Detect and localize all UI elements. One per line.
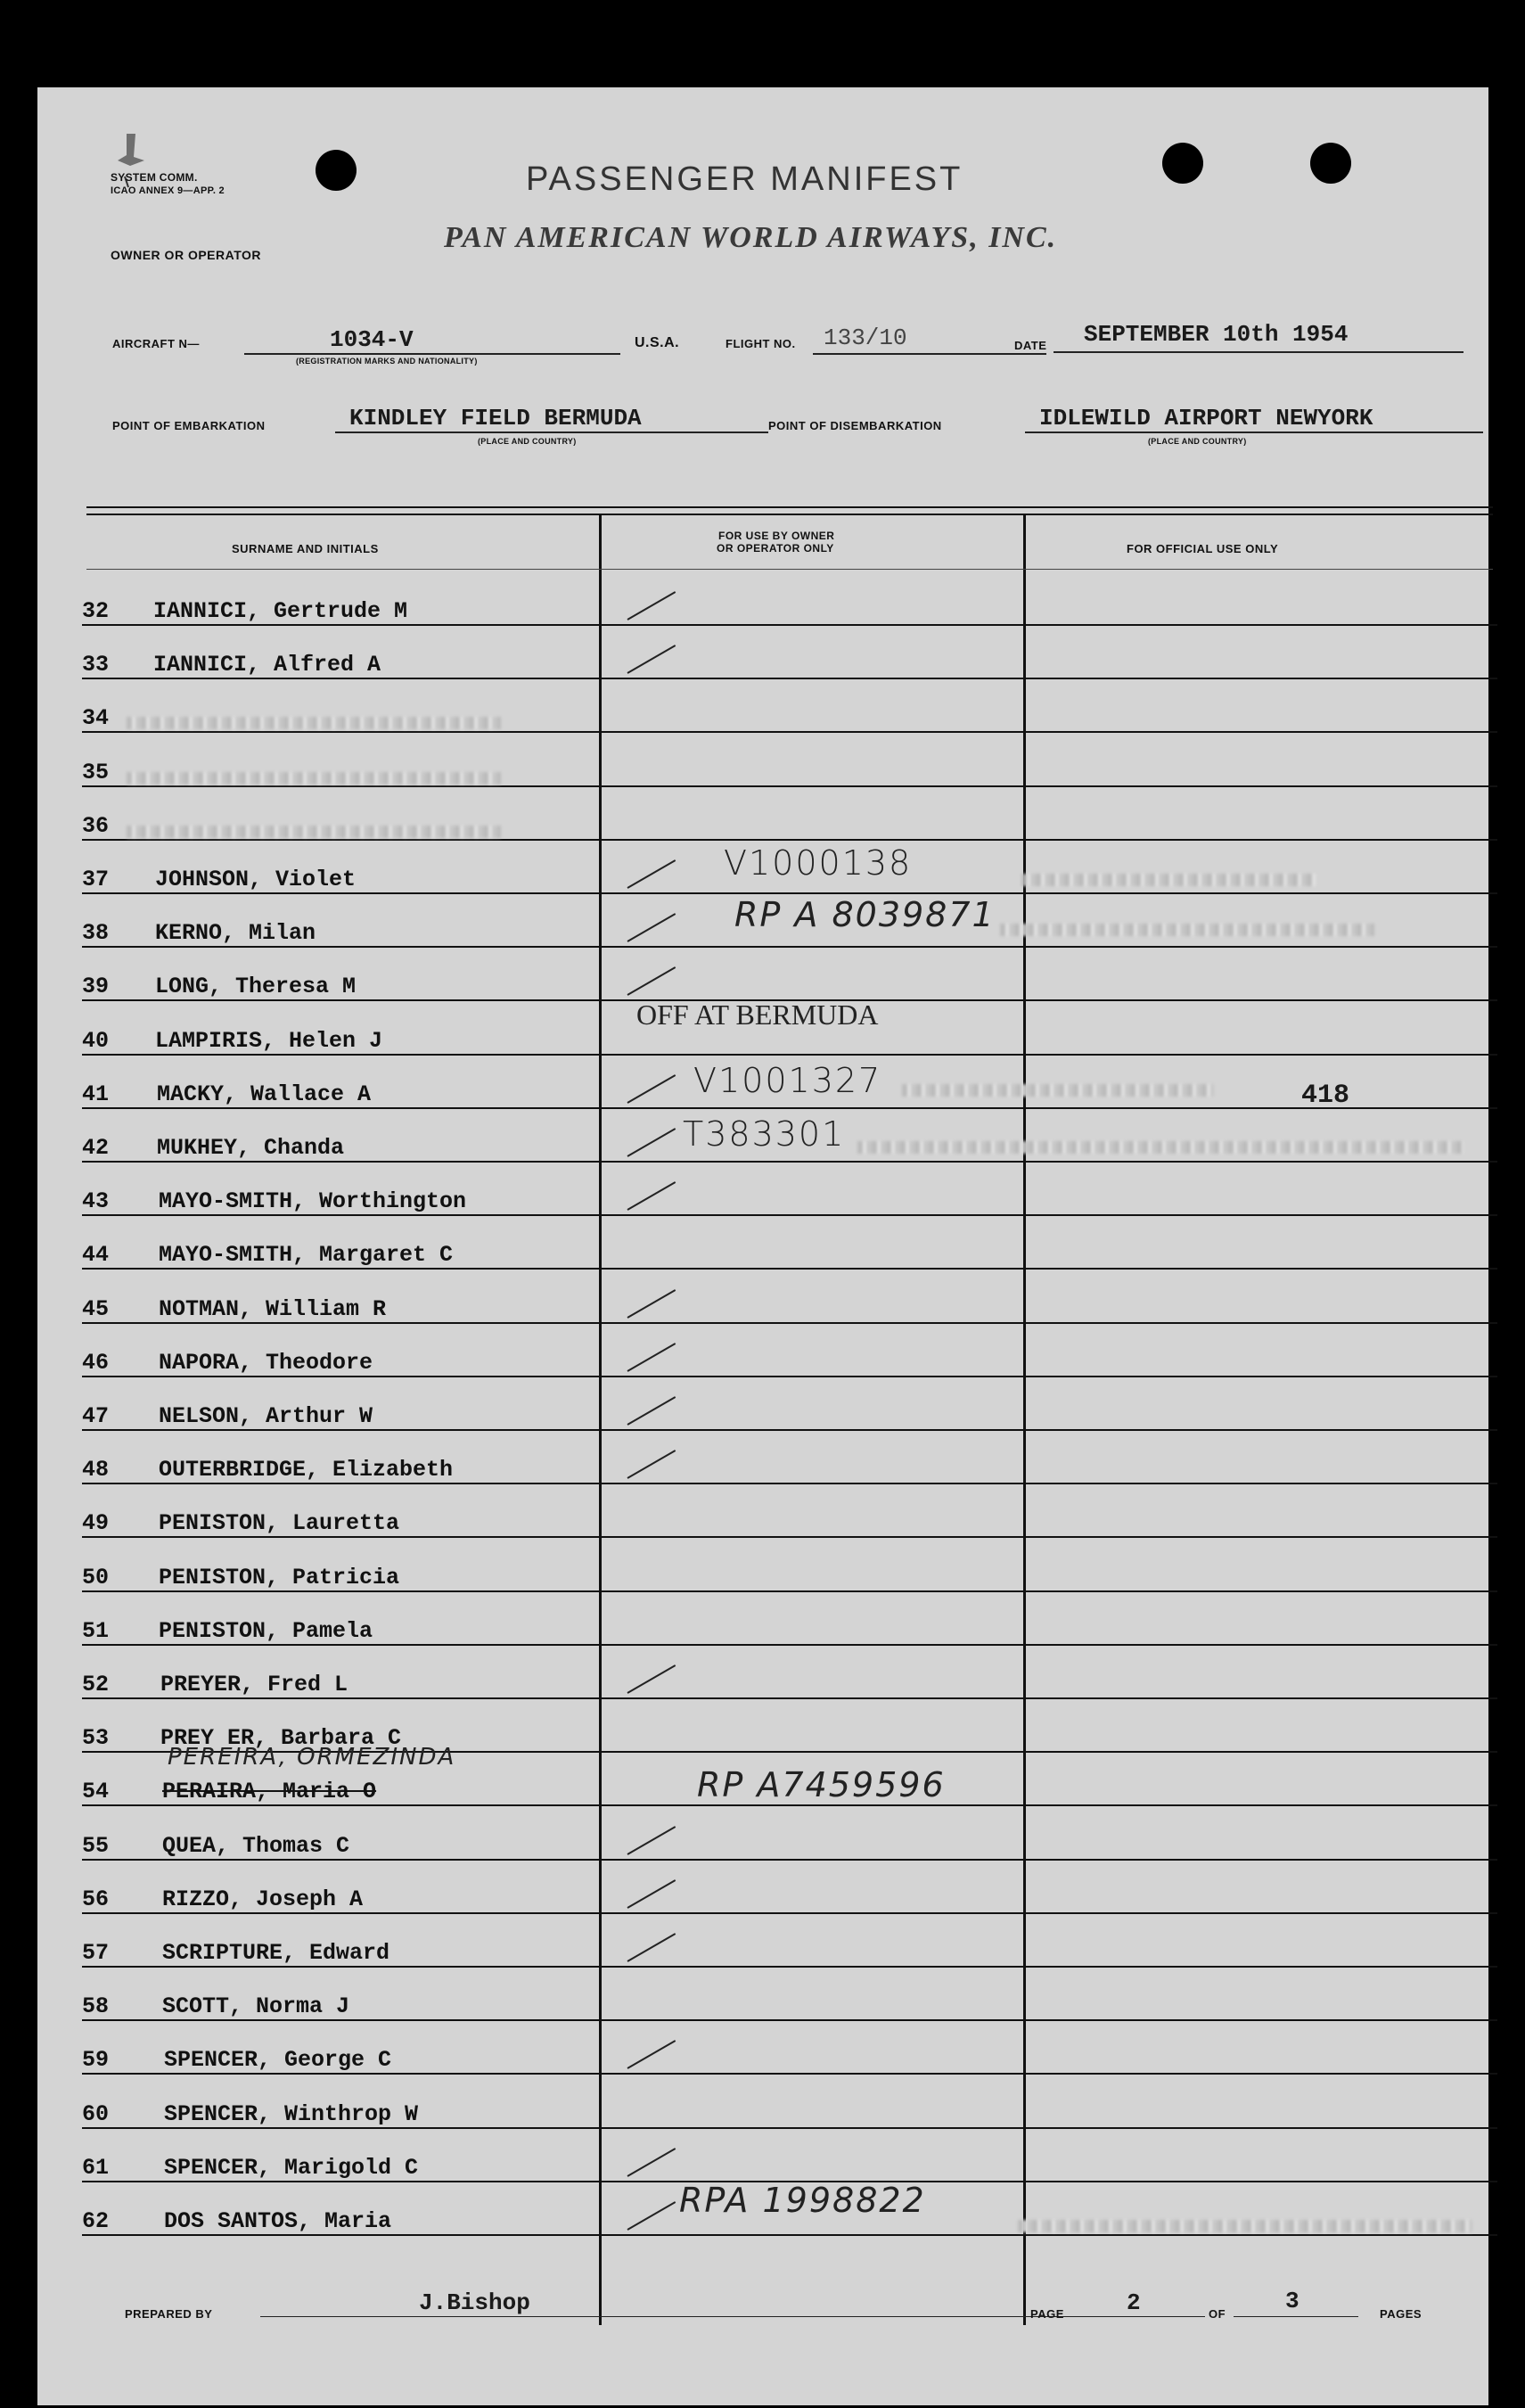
owner-label: OWNER OR OPERATOR <box>111 248 261 262</box>
redaction-37 <box>1021 874 1316 886</box>
row-rule <box>82 1054 1497 1056</box>
operator-name: PAN AMERICAN WORLD AIRWAYS, INC. <box>444 221 1058 254</box>
redaction-38 <box>1000 924 1374 936</box>
manifest-page <box>37 87 1488 2405</box>
row-rule <box>82 2127 1497 2129</box>
passenger-name: SPENCER, Marigold C <box>164 2154 419 2181</box>
row-rule <box>82 1859 1497 1861</box>
table-row <box>82 1649 1497 1703</box>
row-rule <box>82 946 1497 948</box>
passenger-name: MAYO-SMITH, Margaret C <box>159 1242 454 1269</box>
off-at-bermuda-note: OFF AT BERMUDA <box>636 999 879 1031</box>
check-tick-mark <box>627 645 676 674</box>
passenger-name: LAMPIRIS, Helen J <box>155 1027 383 1054</box>
check-tick-mark <box>627 1396 676 1426</box>
row-number: 60 <box>82 2100 110 2127</box>
table-row <box>82 576 1497 629</box>
row-rule <box>82 1912 1497 1914</box>
check-tick-mark <box>627 1074 676 1104</box>
table-row <box>82 1596 1497 1649</box>
table-row <box>82 629 1497 683</box>
passenger-name: PENISTON, Pamela <box>159 1617 373 1644</box>
table-row <box>82 1864 1497 1918</box>
redaction-41 <box>902 1084 1214 1097</box>
check-tick-mark <box>627 1826 676 1855</box>
row-rule <box>82 1966 1497 1968</box>
table-row <box>82 1166 1497 1220</box>
row-number: 49 <box>82 1510 110 1537</box>
check-tick-mark <box>627 591 676 620</box>
table-row <box>82 1434 1497 1488</box>
page-total: 3 <box>1285 2288 1300 2314</box>
flight-underline <box>813 353 1046 355</box>
table-row <box>82 1274 1497 1327</box>
row-number: 38 <box>82 920 110 947</box>
passenger-name: PREYER, Fred L <box>160 1672 348 1697</box>
date-underline <box>1054 351 1464 353</box>
redaction-row-35 <box>127 772 501 785</box>
passenger-name: OUTERBRIDGE, Elizabeth <box>159 1457 454 1483</box>
redaction-62 <box>1018 2220 1472 2232</box>
header-bottom-rule <box>86 569 1493 570</box>
ticket-note-37: V1000138 <box>724 843 913 883</box>
table-top-rule <box>86 506 1493 508</box>
passenger-name: DOS SANTOS, Maria <box>164 2208 392 2234</box>
table-row <box>82 1220 1497 1273</box>
passenger-name: PENISTON, Lauretta <box>159 1510 400 1537</box>
row-rule <box>82 1376 1497 1377</box>
row-number: 55 <box>82 1832 110 1859</box>
row-number: 35 <box>82 759 110 785</box>
prepared-by-value: J.Bishop <box>419 2289 530 2316</box>
form-reference-line2: ICAO ANNEX 9—APP. 2 <box>111 185 225 196</box>
flight-label: FLIGHT NO. <box>726 337 796 350</box>
row-rule <box>82 1536 1497 1538</box>
punch-hole-right <box>1310 143 1351 184</box>
passenger-name: PREY ER, Barbara C <box>160 1725 402 1752</box>
row-number: 44 <box>82 1242 110 1269</box>
table-row <box>82 2079 1497 2133</box>
aircraft-label: AIRCRAFT N— <box>112 337 200 350</box>
passenger-name: KERNO, Milan <box>155 920 316 947</box>
disembarkation-note: (PLACE AND COUNTRY) <box>1148 437 1247 446</box>
page-title: PASSENGER MANIFEST <box>526 160 963 198</box>
aircraft-value: 1034-V <box>330 326 414 353</box>
passenger-name: PERAIRA, Maria O <box>162 1779 377 1805</box>
passenger-name: SCRIPTURE, Edward <box>162 1940 390 1966</box>
table-top-rule-2 <box>86 514 1493 515</box>
row-rule <box>82 1697 1497 1699</box>
row-rule <box>82 839 1497 841</box>
aircraft-underline <box>244 353 620 355</box>
check-tick-mark <box>627 2148 676 2177</box>
row-rule <box>82 1804 1497 1806</box>
row-number: 34 <box>82 705 110 732</box>
row-number: 41 <box>82 1081 110 1107</box>
passenger-name: MUKHEY, Chanda <box>157 1135 345 1161</box>
column-header-owner-use-1: FOR USE BY OWNER <box>718 530 835 542</box>
redaction-42 <box>857 1141 1464 1154</box>
row-number: 57 <box>82 1940 110 1966</box>
row-number: 43 <box>82 1188 110 1215</box>
passenger-name: NAPORA, Theodore <box>159 1349 373 1376</box>
table-row <box>82 1811 1497 1864</box>
row-rule <box>82 1214 1497 1216</box>
row-number: 52 <box>82 1672 110 1697</box>
table-row <box>82 1488 1497 1541</box>
ticket-note-41: V1001327 <box>693 1061 882 1100</box>
passenger-name: LONG, Theresa M <box>155 974 357 1000</box>
passenger-name: RIZZO, Joseph A <box>162 1886 364 1912</box>
embarkation-note: (PLACE AND COUNTRY) <box>478 437 577 446</box>
passenger-name: JOHNSON, Violet <box>155 867 357 892</box>
row-number: 61 <box>82 2154 110 2181</box>
row-rule <box>82 1590 1497 1592</box>
row-rule <box>82 678 1497 679</box>
row-rule <box>82 1429 1497 1431</box>
embarkation-underline <box>335 431 768 433</box>
page-label: PAGE <box>1030 2307 1064 2321</box>
check-tick-mark <box>627 2201 676 2231</box>
row-rule <box>82 1483 1497 1484</box>
row-rule <box>82 1107 1497 1109</box>
passenger-name: IANNICI, Gertrude M <box>153 598 408 624</box>
row-number: 51 <box>82 1617 110 1644</box>
passenger-name: NELSON, Arthur W <box>159 1403 373 1429</box>
check-tick-mark <box>627 1181 676 1211</box>
ticket-note-42: T383301 <box>683 1114 846 1154</box>
check-tick-mark <box>627 1933 676 1962</box>
punch-hole-middle <box>1162 143 1203 184</box>
table-row <box>82 1327 1497 1381</box>
page-total-underline <box>1234 2316 1358 2317</box>
official-note-41: 418 <box>1301 1081 1350 1111</box>
column-header-surname: SURNAME AND INITIALS <box>232 542 379 555</box>
passenger-name: SPENCER, George C <box>164 2047 392 2074</box>
table-row <box>82 2133 1497 2186</box>
row-rule <box>82 624 1497 626</box>
row-number: 46 <box>82 1349 110 1376</box>
ticket-note-62: RPA 1998822 <box>679 2181 926 2220</box>
ticket-note-38: RP A 8039871 <box>734 895 996 934</box>
page-underline <box>1080 2316 1205 2317</box>
redaction-row-34 <box>127 717 501 729</box>
check-tick-mark <box>627 1450 676 1479</box>
passenger-name: SCOTT, Norma J <box>162 1993 350 2020</box>
pages-label: PAGES <box>1380 2307 1423 2321</box>
table-row <box>82 1918 1497 1971</box>
redaction-row-36 <box>127 826 501 838</box>
row-number: 48 <box>82 1457 110 1483</box>
row-number: 54 <box>82 1779 110 1805</box>
passenger-name: MACKY, Wallace A <box>157 1081 372 1107</box>
row-rule <box>82 2234 1497 2236</box>
row-rule <box>82 892 1497 894</box>
passenger-name: SPENCER, Winthrop W <box>164 2100 419 2127</box>
row-rule <box>82 731 1497 733</box>
check-tick-mark <box>627 2041 676 2070</box>
table-row <box>82 1542 1497 1596</box>
table-row <box>82 1381 1497 1434</box>
column-header-owner-use-2: OR OPERATOR ONLY <box>717 542 834 555</box>
embarkation-label: POINT OF EMBARKATION <box>112 419 266 432</box>
table-row <box>82 2025 1497 2078</box>
check-tick-mark <box>627 1128 676 1157</box>
row-number: 32 <box>82 598 110 624</box>
row-number: 47 <box>82 1403 110 1429</box>
passenger-name: IANNICI, Alfred A <box>153 652 381 678</box>
disembarkation-value: IDLEWILD AIRPORT NEWYORK <box>1039 405 1373 431</box>
row-rule <box>82 2073 1497 2075</box>
prepared-by-underline <box>260 2316 1080 2317</box>
row-number: 50 <box>82 1564 110 1590</box>
row-number: 40 <box>82 1027 110 1054</box>
disembarkation-underline <box>1025 431 1483 433</box>
flight-date: SEPTEMBER 10th 1954 <box>1084 321 1349 348</box>
row-rule <box>82 1268 1497 1270</box>
row-number: 62 <box>82 2208 110 2234</box>
row-number: 53 <box>82 1725 110 1752</box>
page-number: 2 <box>1127 2289 1141 2316</box>
table-row <box>82 1971 1497 2025</box>
column-header-official-use: FOR OFFICIAL USE ONLY <box>1127 542 1279 555</box>
country-label: U.S.A. <box>635 335 680 350</box>
disembarkation-label: POINT OF DISEMBARKATION <box>768 419 942 432</box>
passenger-name: NOTMAN, William R <box>159 1295 387 1322</box>
row-number: 58 <box>82 1993 110 2020</box>
check-tick-mark <box>627 1664 676 1694</box>
row-number: 45 <box>82 1295 110 1322</box>
check-tick-mark <box>627 967 676 997</box>
check-tick-mark <box>627 1343 676 1372</box>
form-reference-line1: SYSTEM COMM. <box>111 171 198 184</box>
ticket-note-54: RP A7459596 <box>697 1765 946 1804</box>
check-tick-mark <box>627 1289 676 1319</box>
passenger-name: QUEA, Thomas C <box>162 1832 350 1859</box>
prepared-by-label: PREPARED BY <box>125 2307 213 2321</box>
row-number: 39 <box>82 974 110 1000</box>
check-tick-mark <box>627 913 676 942</box>
row-number: 59 <box>82 2047 110 2074</box>
date-label: DATE <box>1014 339 1047 352</box>
row-rule <box>82 1322 1497 1324</box>
row-number: 37 <box>82 867 110 892</box>
row-rule <box>82 785 1497 787</box>
flight-number: 133/10 <box>824 325 907 351</box>
check-tick-mark <box>627 859 676 889</box>
row-number: 42 <box>82 1135 110 1161</box>
row-rule <box>82 1644 1497 1646</box>
name-correction-54: PEREIRA, ORMEZINDA <box>168 1744 456 1771</box>
table-row <box>82 951 1497 1005</box>
passenger-name: MAYO-SMITH, Worthington <box>159 1188 467 1215</box>
row-rule <box>82 1161 1497 1163</box>
passenger-name: PENISTON, Patricia <box>159 1564 400 1590</box>
row-number: 33 <box>82 652 110 678</box>
row-number: 56 <box>82 1886 110 1912</box>
registration-note: (REGISTRATION MARKS AND NATIONALITY) <box>296 357 478 366</box>
punch-hole-left <box>316 150 357 191</box>
row-rule <box>82 2019 1497 2021</box>
row-number: 36 <box>82 812 110 839</box>
check-tick-mark <box>627 1879 676 1909</box>
embarkation-value: KINDLEY FIELD BERMUDA <box>349 405 642 431</box>
of-label: OF <box>1209 2307 1226 2321</box>
